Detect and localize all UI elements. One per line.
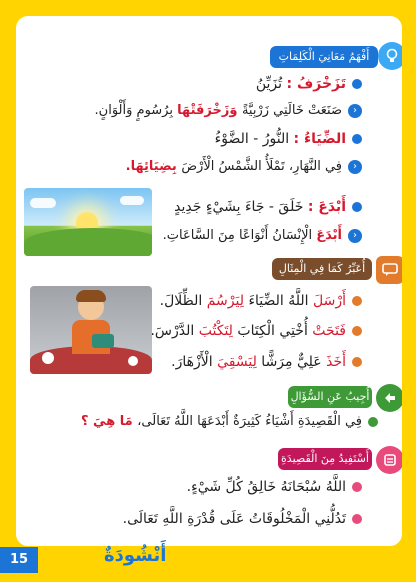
lesson-icon bbox=[376, 446, 402, 474]
page-card bbox=[16, 16, 402, 546]
page-number-box: 15 bbox=[0, 547, 38, 573]
vocab-example-3: ‹أَبْدَعَ الْإِنْسَانُ أَنْوَاعًا مِنَ السَّاعَاتِ. bbox=[163, 228, 362, 243]
vocab-word-2: الضِّيَاءُ : النُّورُ - الضَّوْءُ bbox=[215, 131, 362, 147]
bullet-dot bbox=[352, 296, 362, 306]
bullet-dot bbox=[352, 357, 362, 367]
bullet-dot bbox=[352, 514, 362, 524]
bullet-dot bbox=[352, 326, 362, 336]
arrow-bullet-icon: ‹ bbox=[348, 160, 362, 174]
section1-header: أَفْهَمُ مَعَانِيَ الْكَلِمَاتِ bbox=[270, 46, 378, 68]
section2-header: أُعَبِّرُ كَمَا فِي الْمِثَالِ bbox=[272, 258, 372, 280]
arrow-bullet-icon: ‹ bbox=[348, 229, 362, 243]
example-line-1: أَرْسَلَ اللَّهُ الضِّيَاءَ لِيَرْسُمَ الظِّلَالَ. bbox=[160, 293, 362, 309]
example-line-3: أَخَذَ عَلِيٌّ مِرَشًّا لِيَسْقِيَ الْأَزْهَارَ. bbox=[171, 354, 362, 370]
lesson-title: أَنْشُودَةٌ bbox=[104, 545, 167, 566]
vocab-word-3: أَبْدَعَ : خَلَقَ - جَاءَ بِشَيْءٍ جَدِيدٍ bbox=[174, 199, 362, 215]
bullet-dot bbox=[352, 79, 362, 89]
vocab-word-1: تَزَخْرَفُ : تُزَيِّنُ bbox=[256, 76, 362, 92]
speech-bubble-icon bbox=[376, 256, 402, 284]
bullet-dot bbox=[352, 134, 362, 144]
section4-header: أَسْتَفِيدُ مِنَ الْقَصِيدَةِ bbox=[278, 448, 372, 470]
bullet-dot bbox=[368, 417, 378, 427]
section3-header: أُجِيبُ عَنِ السُّؤَالِ bbox=[288, 386, 372, 408]
benefit-line-1: اللَّهُ سُبْحَانَهُ خَالِقُ كُلِّ شَيْءٍ. bbox=[187, 479, 362, 495]
vocab-example-1: ‹صَنَعَتْ خَالَتِي زَرْبِيَّةً وَزَخْرَفَتْهَا بِرُسُومٍ وَأَلْوَانٍ. bbox=[95, 103, 362, 118]
bullet-dot bbox=[352, 482, 362, 492]
question-line: فِي الْقَصِيدَةِ أَشْيَاءُ كَثِيرَةٌ أَبْدَعَهَا اللَّهُ تَعَالَى، مَا هِيَ ؟ bbox=[81, 414, 378, 429]
vocab-example-2: ‹فِي النَّهَارِ، تَمْلَأُ الشَّمْسُ الْأَرْضَ بِضِيَائِهَا. bbox=[126, 159, 362, 174]
question-answer-icon bbox=[376, 384, 402, 412]
boy-watering-image bbox=[30, 286, 152, 374]
lightbulb-icon bbox=[378, 42, 402, 70]
benefit-line-2: تَدُلُّنِي الْمَخْلُوقَاتُ عَلَى قُدْرَةِ اللَّهِ تَعَالَى. bbox=[123, 511, 362, 527]
example-line-2: فَتَحَتْ أُخْتِي الْكِتَابَ لِتَكْتُبَ الدَّرْسَ. bbox=[150, 323, 362, 339]
bullet-dot bbox=[352, 202, 362, 212]
arrow-bullet-icon: ‹ bbox=[348, 104, 362, 118]
sunrise-landscape-image bbox=[24, 188, 152, 256]
